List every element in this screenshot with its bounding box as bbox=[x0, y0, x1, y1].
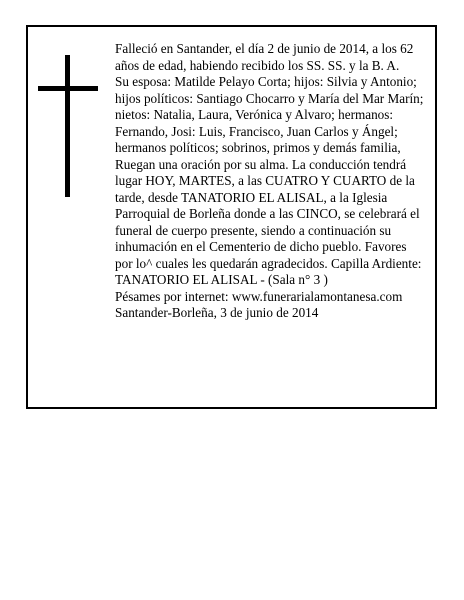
condolences-website: Pésames por internet: www.funerarialamontanesa.com bbox=[115, 288, 403, 304]
family-list: Su esposa: Matilde Pelayo Corta; hijos: Silvia y Antonio; hijos políticos: Santiago Chocarro y María del Mar Marín; nietos: Natalia, Laura, Verónica y Alvaro; hermanos: Fernando, Josi: Luis, Francisco, Juan Carlos y Ángel; hermanos políticos; sobrinos, primos y demás familia, bbox=[115, 74, 424, 155]
cross-icon bbox=[38, 55, 98, 197]
cross-horizontal-bar bbox=[38, 86, 98, 91]
death-announcement: Falleció en Santander, el día 2 de junio de 2014, a los 62 años de edad, habiendo recibido los SS. SS. y la B. A. bbox=[115, 41, 414, 73]
place-date: Santander-Borleña, 3 de junio de 2014 bbox=[115, 305, 319, 320]
cross-vertical-bar bbox=[65, 55, 70, 197]
funeral-details: Ruegan una oración por su alma. La conducción tendrá lugar HOY, MARTES, a las CUATRO Y CUARTO de la tarde, desde TANATORIO EL ALISAL, a la Iglesia Parroquial de Borleña donde a las CINCO, se celebrará el funeral de cuerpo presente, siendo a continuación su inhumación en el Cementerio de dicho pueblo. Favores por lo^ cuales les quedarán agradecidos. Capilla Ardiente: TANATORIO EL ALISAL - (Sala n° 3 ) bbox=[115, 156, 422, 287]
notice-body bbox=[115, 41, 427, 322]
obituary-notice bbox=[26, 25, 437, 409]
